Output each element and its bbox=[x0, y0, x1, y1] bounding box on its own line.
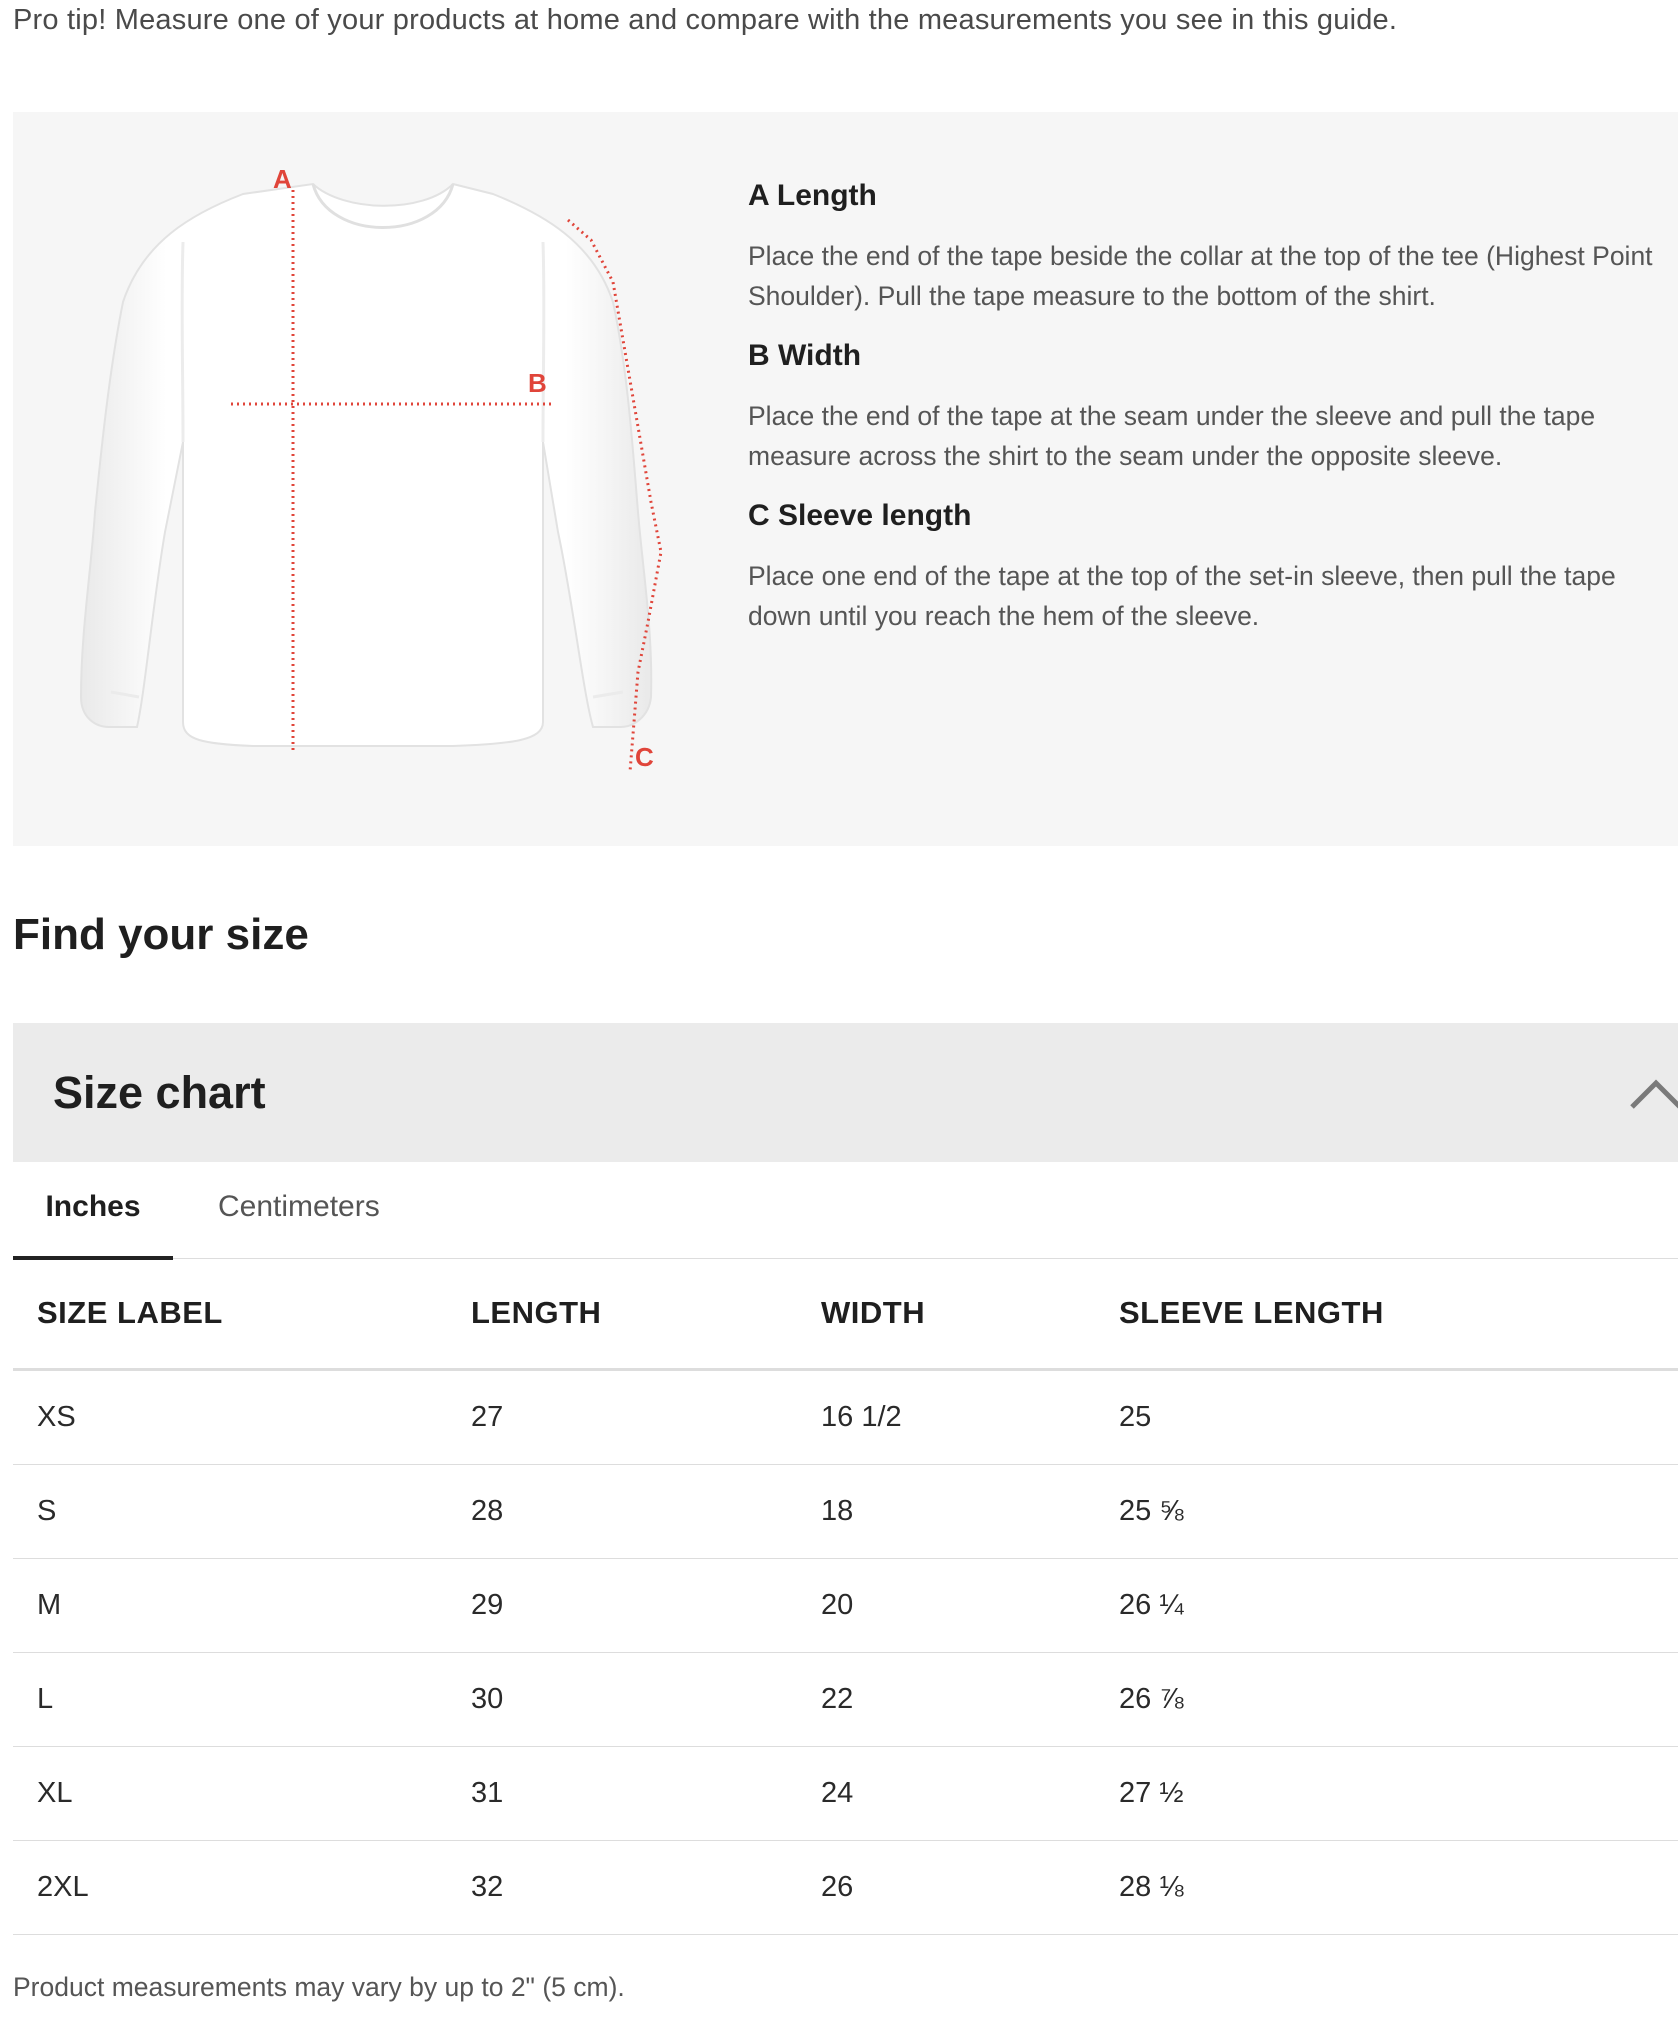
cell-size-label: L bbox=[13, 1653, 471, 1747]
measure-description: Place the end of the tape at the seam under the sleeve and pull the tape measure across the shirt to the seam under the opposite sleeve. bbox=[748, 401, 1596, 471]
measurement-guide-panel bbox=[13, 112, 1678, 846]
pro-tip-text: Pro tip! Measure one of your products at home and compare with the measurements you see in this guide. bbox=[13, 4, 1398, 36]
tab-inches[interactable]: Inches bbox=[13, 1190, 173, 1260]
cell-length: 30 bbox=[471, 1653, 821, 1747]
table-row bbox=[13, 1653, 1678, 1747]
cell-size-label: XL bbox=[13, 1747, 471, 1841]
size-chart-accordion-header[interactable] bbox=[13, 1023, 1678, 1162]
cell-size-label: M bbox=[13, 1559, 471, 1653]
cell-width: 26 bbox=[821, 1841, 1119, 1935]
cell-size-label: S bbox=[13, 1465, 471, 1559]
table-row bbox=[13, 1559, 1678, 1653]
table-row bbox=[13, 1465, 1678, 1559]
table-row bbox=[13, 1370, 1678, 1465]
table-header-row bbox=[13, 1258, 1678, 1370]
measurement-instructions bbox=[748, 178, 1668, 658]
cell-width: 22 bbox=[821, 1653, 1119, 1747]
measure-description: Place the end of the tape beside the collar at the top of the tee (Highest Point Shoulder). Pull the tape measure to the bottom of the shirt. bbox=[748, 241, 1653, 311]
cell-sleeve-length: 26 ¼ bbox=[1119, 1559, 1678, 1653]
cell-sleeve-length: 26 ⅞ bbox=[1119, 1653, 1678, 1747]
cell-size-label: XS bbox=[13, 1370, 471, 1465]
cell-width: 24 bbox=[821, 1747, 1119, 1841]
shirt-measurement-illustration bbox=[73, 152, 713, 802]
label-c: C bbox=[635, 742, 654, 772]
cell-length: 29 bbox=[471, 1559, 821, 1653]
measure-title: C Sleeve length bbox=[748, 499, 972, 532]
cell-length: 32 bbox=[471, 1841, 821, 1935]
measure-title: B Width bbox=[748, 339, 862, 372]
cell-sleeve-length: 25 ⅝ bbox=[1119, 1465, 1678, 1559]
size-table bbox=[13, 1258, 1678, 1935]
table-row bbox=[13, 1841, 1678, 1935]
measure-description: Place one end of the tape at the top of the set-in sleeve, then pull the tape down until you reach the hem of the sleeve. bbox=[748, 561, 1616, 631]
table-row bbox=[13, 1747, 1678, 1841]
column-header-length: LENGTH bbox=[471, 1258, 821, 1370]
measure-item-length bbox=[748, 178, 1668, 316]
measure-item-width bbox=[748, 338, 1668, 476]
measurement-disclaimer: Product measurements may vary by up to 2" (5 cm). bbox=[13, 1972, 625, 2002]
label-b: B bbox=[528, 368, 547, 398]
column-header-sleeve-length: SLEEVE LENGTH bbox=[1119, 1258, 1678, 1370]
chevron-up-icon[interactable] bbox=[1628, 1073, 1678, 1113]
cell-width: 16 1/2 bbox=[821, 1370, 1119, 1465]
cell-sleeve-length: 25 bbox=[1119, 1370, 1678, 1465]
column-header-width: WIDTH bbox=[821, 1258, 1119, 1370]
size-chart-title: Size chart bbox=[53, 1067, 266, 1118]
tab-centimeters[interactable]: Centimeters bbox=[218, 1190, 380, 1223]
cell-size-label: 2XL bbox=[13, 1841, 471, 1935]
cell-width: 20 bbox=[821, 1559, 1119, 1653]
cell-sleeve-length: 27 ½ bbox=[1119, 1747, 1678, 1841]
cell-length: 27 bbox=[471, 1370, 821, 1465]
cell-width: 18 bbox=[821, 1465, 1119, 1559]
cell-length: 31 bbox=[471, 1747, 821, 1841]
column-header-size-label: SIZE LABEL bbox=[13, 1258, 471, 1370]
label-a: A bbox=[273, 164, 292, 194]
measure-title: A Length bbox=[748, 179, 877, 212]
unit-tabs bbox=[13, 1162, 1678, 1259]
cell-length: 28 bbox=[471, 1465, 821, 1559]
cell-sleeve-length: 28 ⅛ bbox=[1119, 1841, 1678, 1935]
measure-item-sleeve-length bbox=[748, 498, 1668, 636]
find-your-size-heading: Find your size bbox=[13, 910, 309, 959]
